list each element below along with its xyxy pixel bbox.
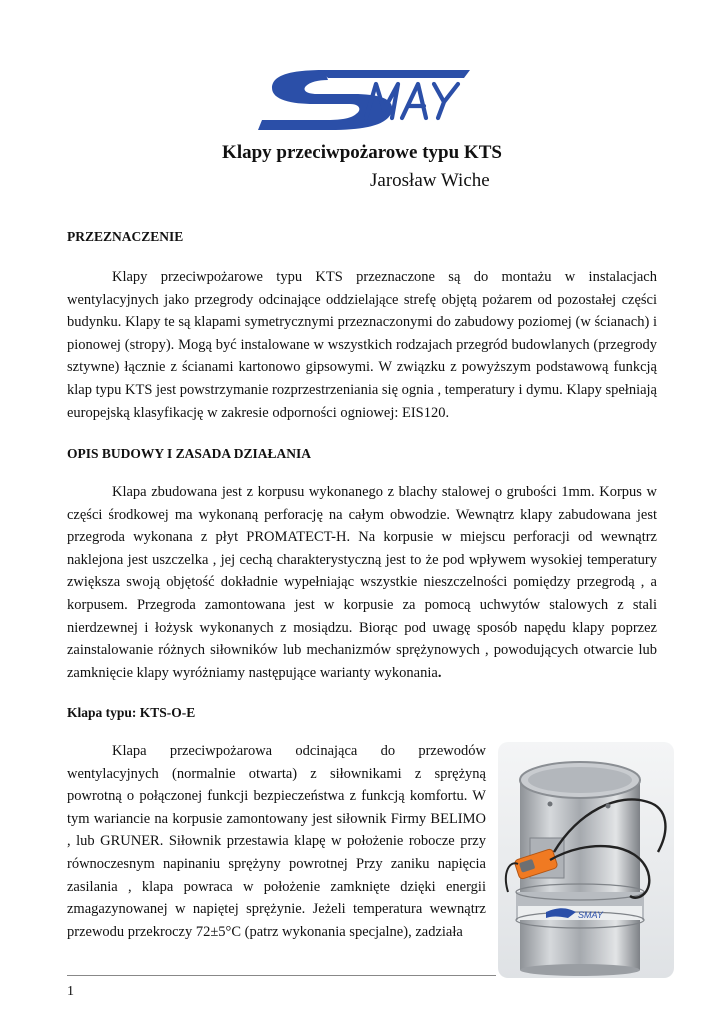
paragraph-kts-o-e: [67, 740, 486, 943]
document-title: Klapy przeciwpożarowe typu KTS: [222, 142, 502, 163]
smay-logo: [258, 66, 476, 134]
section-heading-przeznaczenie: PRZEZNACZENIE: [67, 229, 184, 244]
paragraph-end-period: .: [437, 664, 442, 681]
paragraph-text: Klapa zbudowana jest z korpusu wykonanego z blachy stalowej o grubości 1mm. Korpus w części środkowej ma wykonaną perforację na całym obwodzie. Wewnątrz klapy zabudowana jest przegroda wykonana z płyt PROMATECT-H. Na korpusie w miejscu perforacji od wewnątrz naklejona jest uszczelka , jej cechą charakterystyczną jest to że pod wpływem wysokiej temperatury zwiększa swoją objętość dokładnie wypełniając wszystkie nieszczelności pomiędzy przegrodą , a korpusem. Przegroda zamontowana jest w korpusie za pomocą uchwytów stalowych z stali nierdzewnej i łożysk wykonanych z mosiądzu. Biorąc pod uwagę sposób napędu klapy poprzez zainstalowanie różnych siłowników lub mechanizmów sprężynowych , powodujących otwarcie lub zamknięcie klapy wyróżniamy następujące warianty wykonania: [67, 484, 657, 681]
band-logo-text: SMAY: [578, 910, 603, 920]
section-heading-opis-budowy: OPIS BUDOWY I ZASADA DZIAŁANIA: [67, 446, 312, 461]
page-number: 1: [67, 984, 74, 999]
damper-photo: [498, 742, 674, 978]
paragraph-text: Klapa przeciwpożarowa odcinająca do przewodów wentylacyjnych (normalnie otwarta) z siłownikami z sprężyną powrotną o połączonej funkcji bezpieczeństwa z funkcją komfortu. W tym wariancie na korpusie zamontowany jest siłownik Firmy BELIMO , lub GRUNER. Siłownik przestawia klapę w położenie robocze przy równoczesnym napinaniu sprężyny powrotnej Przy zaniku napięcia zasilania , klapa powraca w położenie zamknięte dzięki energii zmagazynowanej w napiętej sprężynie. Jeżeli temperatura wewnątrz przewodu przekroczy 72±5°C (patrz wykonania specjalne), zadziała: [67, 743, 486, 940]
paragraph-text: Klapy przeciwpożarowe typu KTS przeznaczone są do montażu w instalacjach wentylacyjnych jako przegrody odcinające oddzielające strefę objętą pożarem od pozostałej części budynku. Klapy te są klapami symetrycznymi przeznaczonymi do zabudowy poziomej (w ścianach) i pionowej (stropy). Mogą być instalowane w wszystkich rodzajach przegród budowlanych (przegrody sztywne) łącznie z ścianami kartonowo gipsowymi. W związku z powyższym podstawową funkcją klap typu KTS jest powstrzymanie rozprzestrzeniania się ognia , temperatury i dymu. Klapy spełniają europejską klasyfikację w zakresie odporności ogniowej: EIS120.: [67, 269, 657, 421]
paragraph-przeznaczenie: [67, 266, 657, 424]
document-author: Jarosław Wiche: [370, 170, 490, 191]
paragraph-opis-budowy: [67, 481, 657, 684]
footer-divider: [67, 975, 496, 976]
section-heading-kts-o-e: Klapa typu: KTS-O-E: [67, 705, 196, 720]
